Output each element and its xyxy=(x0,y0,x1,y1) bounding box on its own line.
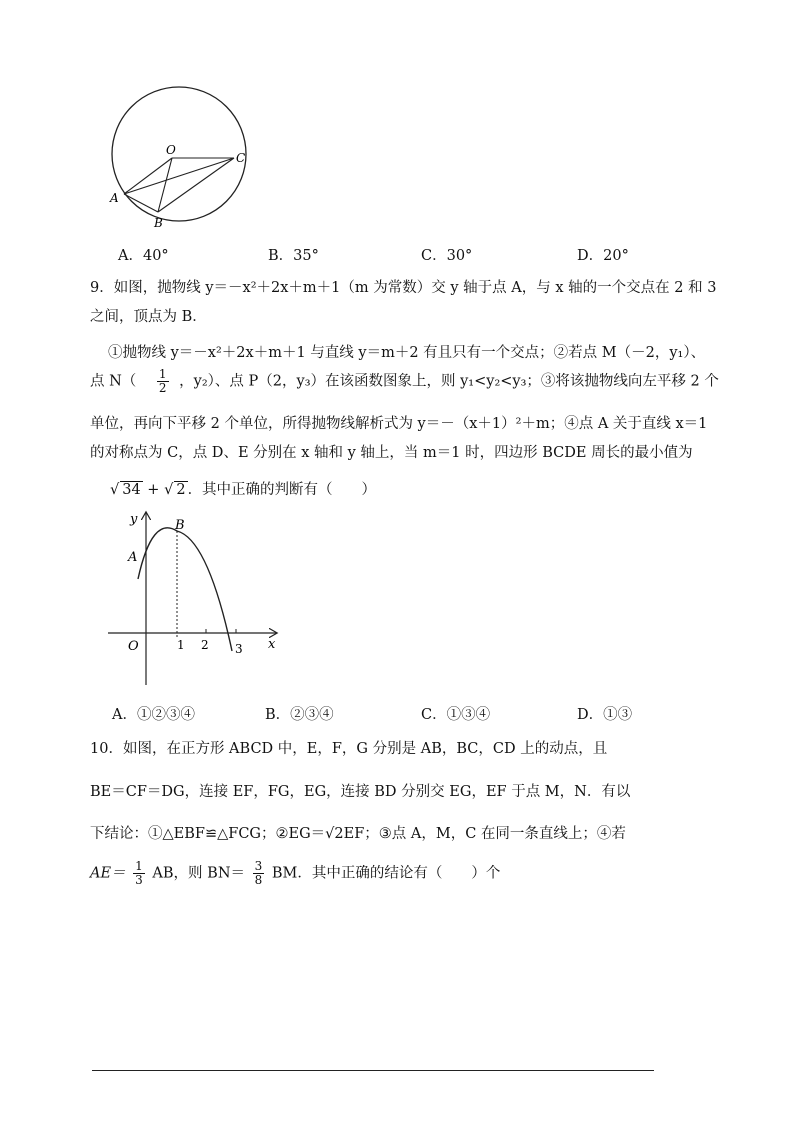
q9-line-4b: ，y₂）、点 P（2，y₃）在该函数图象上，则 y₁<y₂<y₃；③将该抛物线向左平移 2 个 xyxy=(179,373,719,390)
q9-frac-num: 1 xyxy=(158,367,167,381)
q8-option-c[interactable]: C．30° xyxy=(421,248,473,264)
q9-sqrt-2: 2 xyxy=(176,482,186,498)
q9-line-5: 单位，再向下平移 2 个单位，所得抛物线解析式为 y＝－（x＋1）²＋m；④点 A 关于直线 x＝1 xyxy=(90,416,708,432)
q10-fraction-2 xyxy=(253,860,265,887)
q9-plus: + xyxy=(142,482,165,498)
sqrt-sign: √ xyxy=(110,482,120,498)
label-a: A xyxy=(110,191,119,205)
q9-line-3: ①抛物线 y＝－x²＋2x＋m＋1 与直线 y＝m＋2 有且只有一个交点；②若点 M（－2，y₁）、 xyxy=(108,345,706,361)
q9-line-6: 的对称点为 C，点 D、E 分别在 x 轴和 y 轴上，当 m＝1 时，四边形 BCDE 周长的最小值为 xyxy=(90,445,693,461)
sqrt-sign: √ xyxy=(164,482,174,498)
q8-option-b[interactable]: B．35° xyxy=(268,248,319,264)
q9-line-7 xyxy=(110,478,376,499)
q8-option-d[interactable]: D．20° xyxy=(577,248,629,264)
q8-option-a[interactable]: A．40° xyxy=(118,248,169,264)
q9-option-b[interactable]: B．②③④ xyxy=(265,707,334,723)
q9-option-c[interactable]: C．①③④ xyxy=(421,707,491,723)
q8-circle-figure xyxy=(100,76,260,236)
q9-line-7-rest: ．其中正确的判断有（ ） xyxy=(187,482,377,498)
q10-line-4b: AB，则 BN＝ xyxy=(152,865,246,882)
label-y: y xyxy=(130,512,138,527)
q10-line-4c: BM．其中正确的结论有（ ）个 xyxy=(271,865,501,882)
tick-label-1: 1 xyxy=(177,638,185,652)
label-o: O xyxy=(128,639,139,654)
q9-line-4a: 点 N（ xyxy=(90,373,137,390)
label-b: B xyxy=(175,518,185,533)
q10-f2-den: 8 xyxy=(254,873,263,887)
q10-line-1: 10．如图，在正方形 ABCD 中，E，F，G 分别是 AB，BC，CD 上的动点，且 xyxy=(90,741,608,757)
tick-label-3: 3 xyxy=(235,642,243,656)
q10-line-3: 下结论：①△EBF≌△FCG；②EG＝√2EF；③点 A，M，C 在同一条直线上；④若 xyxy=(90,826,626,842)
q9-frac-den: 2 xyxy=(158,381,167,395)
q9-fraction xyxy=(157,368,169,395)
q9-line-2: 之间，顶点为 B． xyxy=(90,309,207,325)
q9-parabola-graph xyxy=(100,505,290,690)
label-b: B xyxy=(154,216,163,230)
q10-line-4 xyxy=(90,860,500,887)
q9-line-1: 9．如图，抛物线 y＝－x²＋2x＋m＋1（m 为常数）交 y 轴于点 A，与 x 轴的一个交点在 2 和 3 xyxy=(90,280,717,296)
label-x: x xyxy=(268,637,276,652)
tick-label-2: 2 xyxy=(201,638,209,652)
segment-oa xyxy=(124,158,172,194)
q9-option-d[interactable]: D．①③ xyxy=(577,707,633,723)
q9-line-4 xyxy=(90,368,719,395)
label-o: O xyxy=(166,143,176,157)
q10-fraction-1 xyxy=(133,860,145,887)
circle xyxy=(112,87,246,221)
label-c: C xyxy=(236,151,246,165)
q10-f1-den: 3 xyxy=(135,873,143,887)
q10-line-4a: AE＝ xyxy=(90,865,126,882)
q9-sqrt-34: 34 xyxy=(122,482,141,498)
label-a: A xyxy=(128,550,138,565)
q10-f2-num: 3 xyxy=(254,859,263,873)
segment-ac xyxy=(124,158,234,194)
q9-option-a[interactable]: A．①②③④ xyxy=(112,707,195,723)
footer-divider xyxy=(92,1070,654,1071)
q10-f1-num: 1 xyxy=(135,859,143,873)
q10-line-2: BE＝CF＝DG，连接 EF，FG，EG，连接 BD 分别交 EG，EF 于点 M，N．有以 xyxy=(90,784,631,800)
